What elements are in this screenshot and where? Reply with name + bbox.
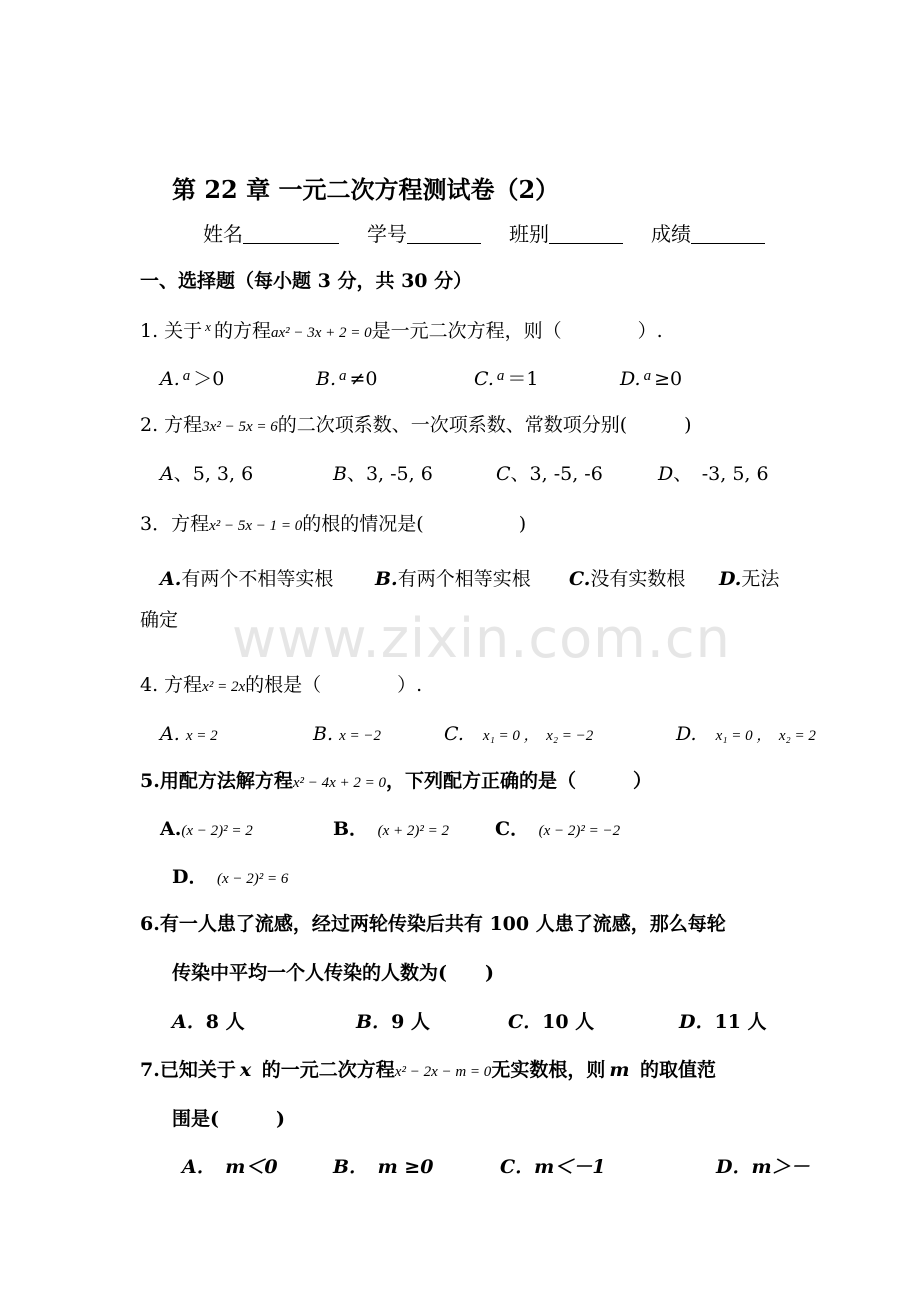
q7-option-c[interactable]: C．m＜－1	[500, 1156, 606, 1178]
q7-suffix: 无实数根，则	[491, 1059, 606, 1081]
id-blank[interactable]	[407, 225, 481, 244]
q7-var-m: m	[609, 1059, 630, 1081]
question-7-line1	[140, 1061, 716, 1080]
q2-option-d[interactable]: D、 -3, 5, 6	[658, 463, 769, 485]
q5-equation: x² − 4x + 2 = 0	[292, 775, 387, 791]
q7-equation: x² − 2x − m = 0	[394, 1064, 492, 1080]
q7-mid: 的一元二次方程	[255, 1059, 395, 1081]
q1-mid: 的方程	[213, 320, 271, 342]
q1-option-d[interactable]: D. $^a$ ≥0	[620, 368, 683, 390]
q1-option-c[interactable]: C. $^a$ ＝1	[474, 368, 539, 390]
q6-option-a[interactable]: A．8 人	[172, 1011, 245, 1033]
q7-prefix: 7.已知关于	[140, 1059, 236, 1081]
q2-equation: 3x² − 5x = 6	[202, 419, 278, 435]
page-title: 第 22 章 一元二次方程测试卷（2）	[172, 175, 560, 204]
q3-suffix: 的根的情况是( )	[302, 513, 527, 535]
class-label: 班别	[509, 222, 549, 246]
q3-option-c[interactable]: C.没有实数根	[569, 568, 686, 590]
q4-suffix: 的根是（ ）.	[245, 674, 423, 696]
q1-equation: ax² − 3x + 2 = 0	[270, 325, 372, 341]
q7-var-x: x	[239, 1059, 252, 1081]
q2-prefix: 2. 方程	[140, 414, 203, 436]
q5-option-c[interactable]: C． (x − 2)² = −2	[495, 818, 621, 840]
q4-option-a[interactable]: A. x = 2	[160, 723, 218, 745]
q1-option-b[interactable]: B. $^a$ ≠0	[316, 368, 378, 390]
question-6-line1: 6.有一人患了流感，经过两轮传染后共有 100 人患了流感，那么每轮	[140, 913, 726, 935]
q7-option-b[interactable]: B． m ≥0	[333, 1156, 434, 1178]
q4-prefix: 4. 方程	[140, 674, 203, 696]
q3-option-a[interactable]: A.有两个不相等实根	[160, 568, 334, 590]
q2-option-b[interactable]: B、3, -5, 6	[333, 463, 433, 485]
score-blank[interactable]	[691, 225, 765, 244]
q5-suffix: ，下列配方正确的是（ ）	[386, 770, 653, 792]
q6-option-c[interactable]: C．10 人	[508, 1011, 595, 1033]
q5-option-d[interactable]: D． (x − 2)² = 6	[172, 866, 289, 888]
q3-prefix: 3．方程	[140, 513, 210, 535]
q7-option-a[interactable]: A． m＜0	[182, 1156, 278, 1178]
id-label: 学号	[367, 222, 407, 246]
question-5	[140, 772, 652, 791]
q4-option-d[interactable]: D. x₁ = 0 ， x₂ = 2	[676, 723, 816, 745]
question-7-line2: 围是( )	[172, 1108, 285, 1130]
q2-suffix: 的二次项系数、一次项系数、常数项分别( )	[277, 414, 692, 436]
score-label: 成绩	[651, 222, 691, 246]
question-1	[140, 320, 663, 341]
question-3	[140, 515, 526, 534]
q2-option-a[interactable]: A、5, 3, 6	[160, 463, 254, 485]
q4-option-b[interactable]: B. x = −2	[313, 723, 381, 745]
q4-option-c[interactable]: C. x₁ = 0 ， x₂ = −2	[444, 723, 594, 745]
q5-option-b[interactable]: B． (x + 2)² = 2	[333, 818, 449, 840]
q3-option-b[interactable]: B.有两个相等实根	[375, 568, 531, 590]
q3-wrap-text: 确定	[140, 609, 179, 631]
q6-option-d[interactable]: D．11 人	[679, 1011, 767, 1033]
q1-suffix: 是一元二次方程，则（ ）.	[371, 320, 663, 342]
name-label: 姓名	[203, 222, 243, 246]
question-4	[140, 676, 422, 695]
question-6-line2: 传染中平均一个人传染的人数为( )	[172, 962, 494, 984]
q7-option-d[interactable]: D．m＞－	[716, 1156, 810, 1178]
section-heading: 一、选择题（每小题 3 分，共 30 分）	[140, 270, 473, 292]
q5-option-a[interactable]: A.(x − 2)² = 2	[160, 818, 253, 840]
q1-prefix: 1. 关于	[140, 320, 203, 342]
q3-equation: x² − 5x − 1 = 0	[209, 518, 303, 534]
watermark: www.zixin.com.cn	[232, 607, 731, 670]
q1-var: x	[205, 319, 211, 334]
q2-option-c[interactable]: C、3, -5, -6	[496, 463, 603, 485]
q5-prefix: 5.用配方法解方程	[140, 770, 293, 792]
q7-suffix2: 的取值范	[633, 1059, 717, 1081]
class-blank[interactable]	[549, 225, 623, 244]
name-blank[interactable]	[243, 225, 339, 244]
student-info-line	[203, 224, 765, 244]
question-2	[140, 416, 692, 435]
q1-option-a[interactable]: A. $^a$ ＞0	[160, 368, 225, 390]
q4-equation: x² = 2x	[202, 679, 246, 695]
q3-option-d[interactable]: D.无法	[719, 568, 780, 590]
q6-option-b[interactable]: B．9 人	[356, 1011, 430, 1033]
